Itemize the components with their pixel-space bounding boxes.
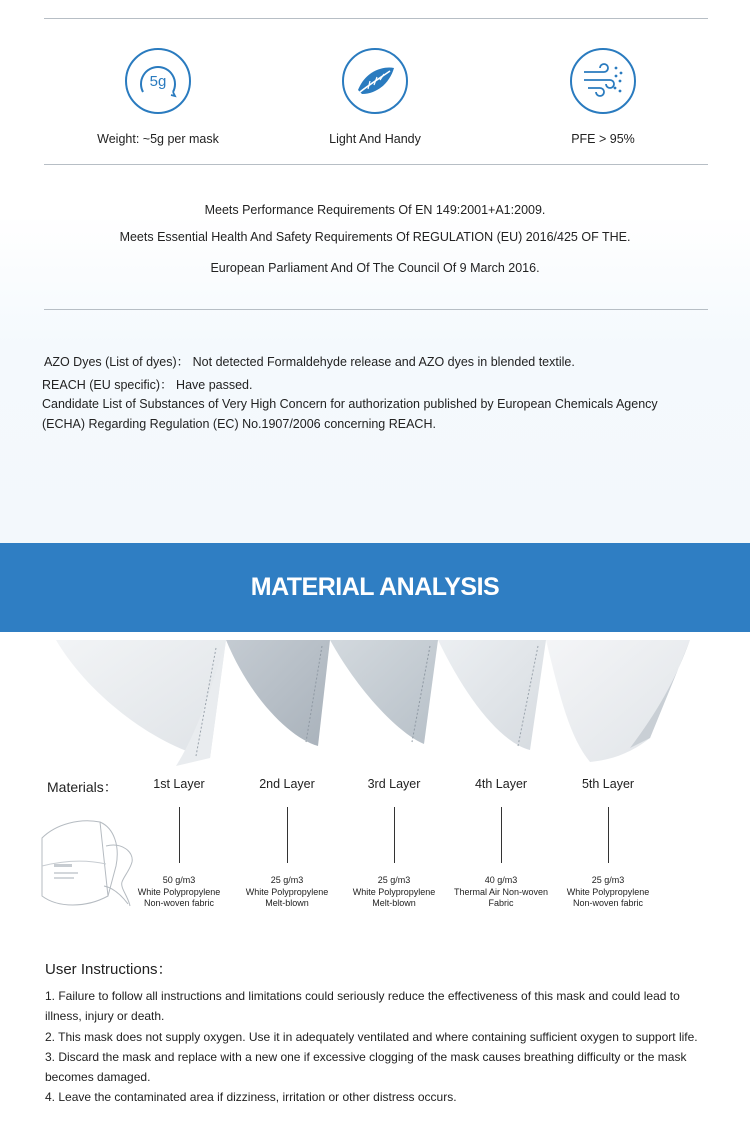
layer-material: White Polypropylene [245, 886, 329, 897]
leader-line [394, 807, 395, 863]
layer-name: 2nd Layer [259, 777, 315, 791]
layer-weight: 40 g/m3 [484, 875, 518, 885]
layer-type: Non-woven fabric [572, 898, 644, 908]
feature-weight [58, 48, 258, 146]
instruction-item: 2. This mask does not supply oxygen. Use it in adequately ventilated and where containing sufficient oxygen to support life. [45, 1029, 698, 1044]
instructions-list [45, 986, 705, 1108]
leader-line [501, 807, 502, 863]
divider [44, 164, 708, 165]
materials-label: Materials： [47, 779, 118, 795]
mask-sketch-image [36, 816, 140, 912]
cert-line: Meets Performance Requirements Of EN 149:2001+A1:2009. [204, 203, 546, 217]
layer-weight: 25 g/m3 [377, 875, 411, 885]
weight-icon-text: 5g [149, 73, 167, 90]
wind-filter-icon [570, 48, 636, 114]
layer-material: White Polypropylene [352, 886, 436, 897]
cert-line: Meets Essential Health And Safety Requirements Of REGULATION (EU) 2016/425 OF THE. [119, 230, 631, 244]
layer-name: 5th Layer [581, 777, 635, 791]
layer-material: White Polypropylene [137, 886, 221, 897]
layer-name: 4th Layer [474, 777, 528, 791]
layer-material: White Polypropylene [566, 886, 650, 897]
feature-light [275, 48, 475, 146]
instruction-item: 3. Discard the mask and replace with a new one if excessive clogging of the mask causes breathing difficulty or the mask becomes damaged. [45, 1049, 687, 1085]
weight-icon [125, 48, 191, 114]
layer-material: Thermal Air Non-woven [453, 886, 549, 897]
divider [44, 18, 708, 19]
layer-5 [543, 777, 673, 910]
leader-line [608, 807, 609, 863]
leader-line [287, 807, 288, 863]
layer-name: 3rd Layer [367, 777, 421, 791]
layer-type: Melt-blown [265, 898, 309, 908]
compliance-svhc: Candidate List of Substances of Very High Concern for authorization published by European Chemicals Agency (ECHA) Regarding Regulation (EC) No.1907/2006 concerning REACH. [42, 397, 658, 431]
feature-pfe-label: PFE > 95% [571, 132, 635, 146]
divider [44, 309, 708, 310]
mask-layers-illustration [0, 638, 750, 778]
instructions-title: User Instructions： [45, 961, 173, 978]
leader-line [179, 807, 180, 863]
layer-weight: 25 g/m3 [270, 875, 304, 885]
compliance-reach: REACH (EU specific)： Have passed. [42, 378, 253, 392]
feature-weight-label: Weight: ~5g per mask [97, 132, 219, 146]
layer-weight: 50 g/m3 [162, 875, 196, 885]
layer-type: Fabric [488, 898, 514, 908]
instruction-item: 1. Failure to follow all instructions and limitations could seriously reduce the effectiveness of this mask and could lead to illness, injury or death. [45, 989, 680, 1024]
feature-pfe [503, 48, 703, 146]
layer-type: Melt-blown [372, 898, 416, 908]
section-banner [0, 543, 750, 632]
instruction-item: 4. Leave the contaminated area if dizziness, irritation or other distress occurs. [45, 1090, 457, 1105]
layer-weight: 25 g/m3 [591, 875, 625, 885]
feature-light-label: Light And Handy [329, 132, 421, 146]
leaf-icon [342, 48, 408, 114]
cert-line: European Parliament And Of The Council Of 9 March 2016. [210, 261, 540, 275]
layer-name: 1st Layer [153, 777, 205, 791]
layer-type: Non-woven fabric [143, 898, 215, 908]
compliance-azo: AZO Dyes (List of dyes)： Not detected Formaldehyde release and AZO dyes in blended textile. [44, 355, 575, 369]
banner-title: MATERIAL ANALYSIS [250, 573, 500, 601]
